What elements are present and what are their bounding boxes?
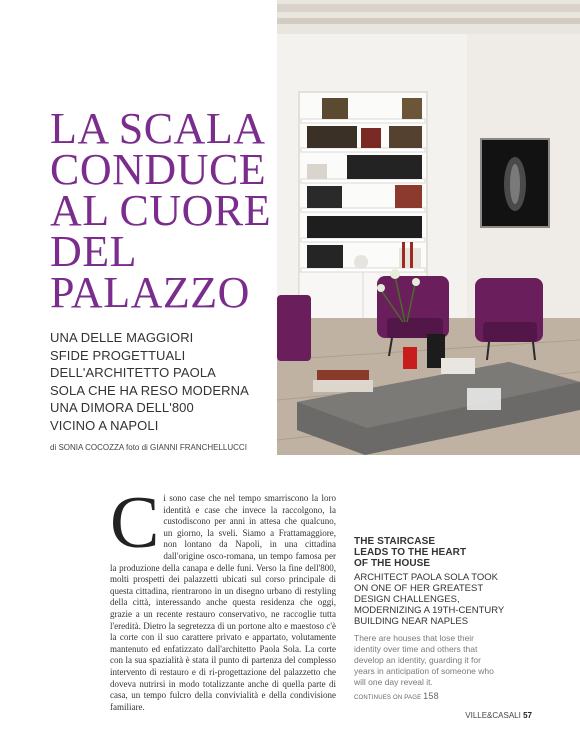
- summary-body-line: years in anticipation of someone who: [354, 666, 494, 676]
- continues-page: 158: [423, 691, 439, 701]
- summary-title: [354, 536, 532, 569]
- headline: [50, 104, 280, 317]
- summary-body-line: develop an identity, guarding it for: [354, 655, 481, 665]
- summary-title-line: THE STAIRCASE: [354, 536, 436, 547]
- summary-subtitle-line: BUILDING NEAR NAPLES: [354, 616, 469, 627]
- summary-body: [354, 633, 532, 688]
- article-body: [110, 482, 336, 713]
- drop-cap: C: [110, 482, 160, 564]
- headline-line: AL CUORE: [50, 186, 272, 235]
- continues-note: [354, 691, 532, 701]
- summary-body-line: identity over time and others that: [354, 644, 478, 654]
- headline-line: PALAZZO: [50, 268, 250, 317]
- standfirst-line: UNA DELLE MAGGIORI: [50, 330, 194, 345]
- standfirst-line: DELL'ARCHITETTO PAOLA: [50, 365, 216, 380]
- standfirst: [50, 329, 275, 434]
- summary-body-line: There are houses that lose their: [354, 633, 475, 643]
- page-number: 57: [523, 711, 532, 720]
- headline-line: LA SCALA: [50, 104, 266, 153]
- standfirst-line: VICINO A NAPOLI: [50, 417, 159, 433]
- summary-subtitle-line: DESIGN CHALLENGES,: [354, 594, 460, 605]
- standfirst-line: SFIDE PROGETTUALI: [50, 347, 186, 363]
- summary-body-line: will one day reveal it.: [354, 677, 433, 687]
- summary-subtitle: [354, 572, 532, 627]
- headline-line: CONDUCE: [50, 145, 267, 194]
- page-folio: [465, 711, 532, 720]
- byline-credit: di SONIA COCOZZA foto di GIANNI FRANCHELLUCCI: [50, 443, 247, 452]
- summary-subtitle-line: MODERNIZING A 19TH-CENTURY: [354, 605, 505, 616]
- standfirst-line: SOLA CHE HA RESO MODERNA: [50, 382, 249, 398]
- summary-subtitle-line: ON ONE OF HER GREATEST: [354, 583, 484, 594]
- summary-subtitle-line: ARCHITECT PAOLA SOLA TOOK: [354, 572, 498, 583]
- english-summary: [354, 536, 532, 701]
- article-paragraph: i sono case che nel tempo smarriscono la loro identità e case che invece la raccolgono, la custodiscono per anni in attesa che qualcuno, un giorno, la sveli. Siamo a Frattamaggiore, non lontano da Napoli, in una cittadina dall'origine osco-romana, un tempo famosa per la produzione della canapa e delle funi. Verso la fine dell'800, molti prospetti dei palazzetti ubicati sul corso principale di questa cittadina, rientrarono in un disegno urbano di restyling della città, interessando anche questa residenza che oggi, grazie a un recente restauro conservativo, ne raccoglie tutta l'eredità. Dietro la segretezza di un portone alto e maestoso c'è la corte con il suo carattere privato e appartato, volutamente mantenuto ed enfatizzato dall'architetto Paola Sola. La corte con la sua spazialità è stata il punto di partenza del complesso intervento di restauro e di ri-progettazione del palazzetto che doveva nutrirsi in modo totalizzante anche di quella parte di casa, un tempo fulcro della convivialità e della condivisione familiare.: [110, 493, 336, 712]
- continues-label: CONTINUES ON PAGE: [354, 695, 422, 701]
- headline-line: DEL: [50, 227, 138, 276]
- magazine-name: VILLE&CASALI: [465, 711, 521, 720]
- summary-title-line: LEADS TO THE HEART: [354, 547, 467, 558]
- summary-title-line: OF THE HOUSE: [354, 558, 431, 569]
- interior-photo: [277, 0, 580, 455]
- standfirst-line: UNA DIMORA DELL'800: [50, 400, 194, 415]
